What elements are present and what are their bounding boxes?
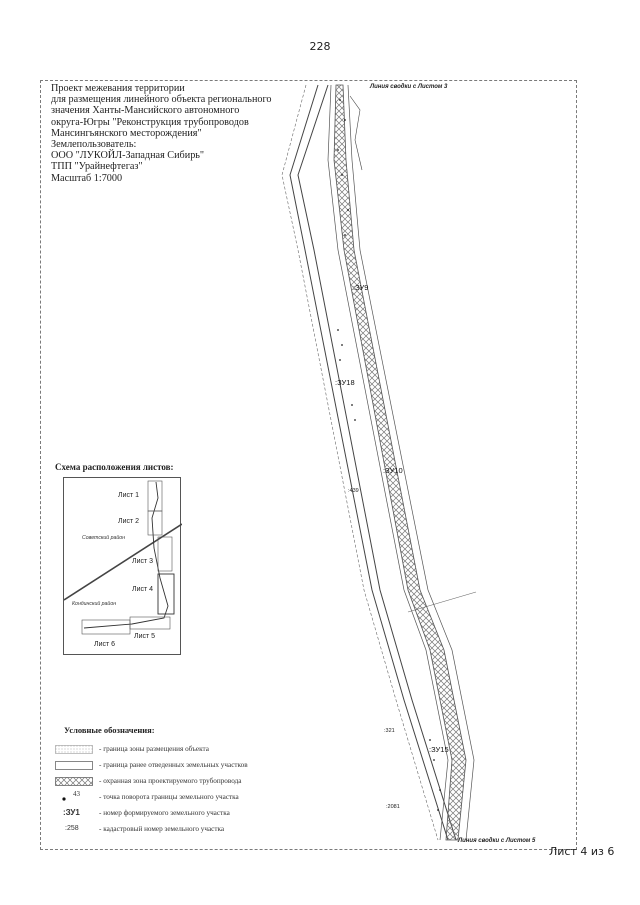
schema-sheet-6: Лист 6: [94, 641, 116, 648]
cadastral-label-2081: :2081: [386, 804, 400, 810]
title-line: для размещения линейного объекта регионального: [51, 94, 272, 106]
cadastral-boundary: [282, 85, 438, 840]
schema-sheet-5: Лист 5: [134, 633, 156, 640]
joint-line-top: Линия сводки с Листом 3: [370, 84, 448, 90]
legend-item-cadastral: :258 - кадастровый номер земельного участка: [65, 825, 225, 833]
schema-sheet-4: Лист 4: [132, 586, 154, 593]
title-line: значения Ханты-Мансийского автономного: [51, 105, 240, 117]
title-line: Мансингьянского месторождения": [51, 127, 202, 139]
sheet-schema: [63, 477, 181, 655]
cadastral-label-321: :321: [384, 728, 395, 734]
title-line: ТПП "Урайнефтегаз": [51, 161, 143, 173]
title-line: Проект межевания территории: [51, 83, 185, 94]
legend-item-plot-number: :ЗУ1 - номер формируемого земельного участка: [63, 808, 230, 817]
district-kondinsky: Кондинский район: [72, 601, 117, 607]
zone-hatch-icon: [55, 745, 93, 754]
plot-label-zu9: :ЗУ9: [353, 283, 369, 292]
legend-item-boundary: - граница ранее отведенных земельных участков: [55, 759, 295, 773]
legend-item-zone: - граница зоны размещения объекта: [55, 743, 295, 757]
schema-sheet-1: Лист 1: [118, 492, 140, 499]
sheet-counter: Лист 4 из 6: [549, 845, 615, 858]
plot-label-zu15: :ЗУ15: [429, 745, 449, 754]
cadastral-sample: :258: [65, 825, 79, 832]
cadastral-label-439: :439: [348, 488, 359, 494]
sheet-2-box: [148, 511, 162, 535]
legend-item-point: 43 - точка поворота границы земельного участка: [55, 791, 295, 805]
sheet-3-box: [158, 537, 172, 571]
schema-sheet-2: Лист 2: [118, 518, 140, 525]
road-edge-left: [290, 85, 448, 840]
title-line: округа-Югры "Реконструкция трубопроводов: [51, 116, 249, 128]
boundary-box-icon: [55, 761, 93, 770]
schema-sheet-3: Лист 3: [132, 558, 154, 565]
title-block: [51, 83, 301, 184]
joint-line-bottom: Линия сводки с Листом 5: [458, 838, 536, 844]
title-line: ООО "ЛУКОЙЛ-Западная Сибирь": [51, 150, 205, 162]
point-sample-label: 43: [73, 790, 80, 798]
legend-item-protection-zone: - охранная зона проектируемого трубопровода: [55, 775, 295, 789]
road-edge-right: [298, 85, 456, 840]
sheet-6-box: [82, 620, 130, 634]
legend-title: Условные обозначения:: [64, 725, 155, 735]
title-line: Землепользователь:: [51, 139, 137, 151]
title-line: Масштаб 1:7000: [51, 172, 123, 184]
district-sovetsky: Советский район: [82, 535, 125, 541]
cross-hatch-icon: [55, 777, 93, 786]
plot-number-sample: :ЗУ1: [63, 808, 80, 817]
plot-label-zu10: :ЗУ10: [383, 466, 403, 475]
protection-zone: [334, 85, 466, 840]
plot-label-zu18: :ЗУ18: [335, 378, 355, 387]
schema-title: Схема расположения листов:: [55, 462, 174, 472]
schema-drawing: [64, 478, 182, 656]
page-number: 228: [309, 40, 331, 53]
